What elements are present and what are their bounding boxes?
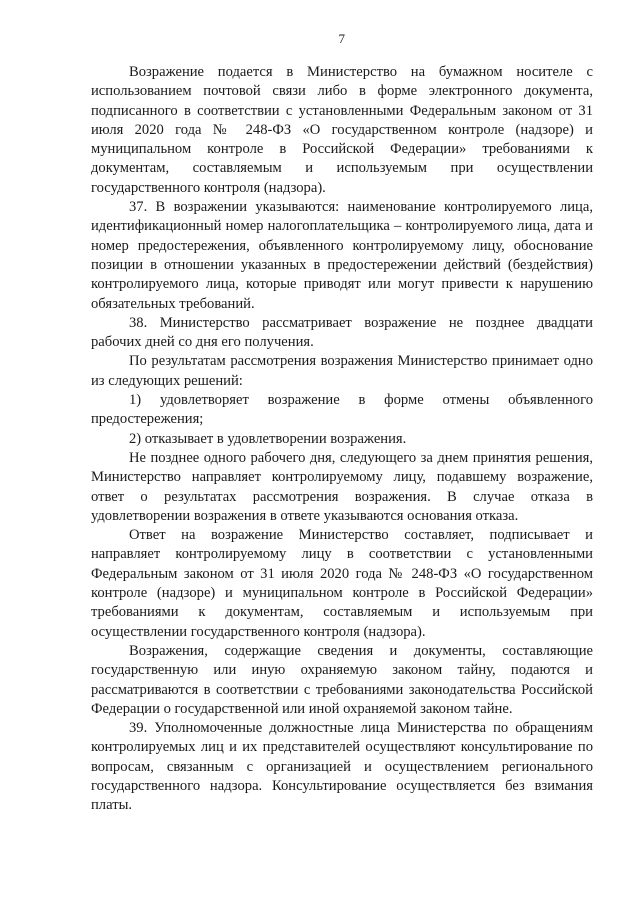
- page-number: 7: [338, 31, 346, 46]
- paragraph-review-decisions: По результатам рассмотрения возражения Министерство принимает одно из следующих решений:: [91, 353, 593, 389]
- paragraph-objection-submission: Возражение подается в Министерство на бумажном носителе с использованием почтовой связи либо в форме электронного документа, подписанного в соответствии с установленными Федеральным законом от 31 июля 2020 года № 248-ФЗ «О государственном контроле (надзоре) и муниципальном контроле в Российской Федерации» требованиями к документам, составляемым и используемым при осуществлении государственного контроля (надзора).: [91, 64, 593, 196]
- paragraph-decision-2: 2) отказывает в удовлетворении возражения.: [129, 430, 407, 447]
- document-body: [91, 63, 593, 816]
- paragraph-response-form: Ответ на возражение Министерство составляет, подписывает и направляет контролируемому лицу в соответствии с установленными Федеральным законом от 31 июля 2020 года № 248-ФЗ «О государственном контроле (надзоре) и муниципальном контроле в Российской Федерации» требованиями к документам, составляемым и используемым при осуществлении государственного контроля (надзора).: [91, 527, 593, 640]
- paragraph-37-objection-contents: 37. В возражении указываются: наименование контролируемого лица, идентификационный номер налогоплательщика – контролируемого лица, дата и номер предостережения, объявленного контролируемому лицу, обоснование позиции в отношении указанных в предостережении действий (бездействия) контролируемого лица, которые приводят или могут привести к нарушению обязательных требований.: [91, 199, 593, 312]
- paragraph-39-consultation: 39. Уполномоченные должностные лица Министерства по обращениям контролируемых лиц и их представителей осуществляют консультирование по вопросам, связанным с организацией и осуществлением регионального государственного надзора. Консультирование осуществляется без взимания платы.: [91, 720, 593, 814]
- paragraph-38-review-period: 38. Министерство рассматривает возражение не позднее двадцати рабочих дней со дня его получения.: [91, 314, 593, 351]
- paragraph-secret-information: Возражения, содержащие сведения и документы, составляющие государственную или иную охраняемую законом тайну, подаются и рассматриваются в соответствии с требованиями законодательства Российской Федерации о государственной или иной охраняемой законом тайне.: [91, 642, 593, 717]
- paragraph-decision-1: 1) удовлетворяет возражение в форме отмены объявленного предостережения;: [91, 392, 593, 428]
- paragraph-response-deadline: Не позднее одного рабочего дня, следующего за днем принятия решения, Министерство направляет контролируемому лицу, подавшему возражение, ответ о результатах рассмотрения возражения. В случае отказа в удовлетворении возражения в ответе указываются основания отказа.: [91, 449, 593, 524]
